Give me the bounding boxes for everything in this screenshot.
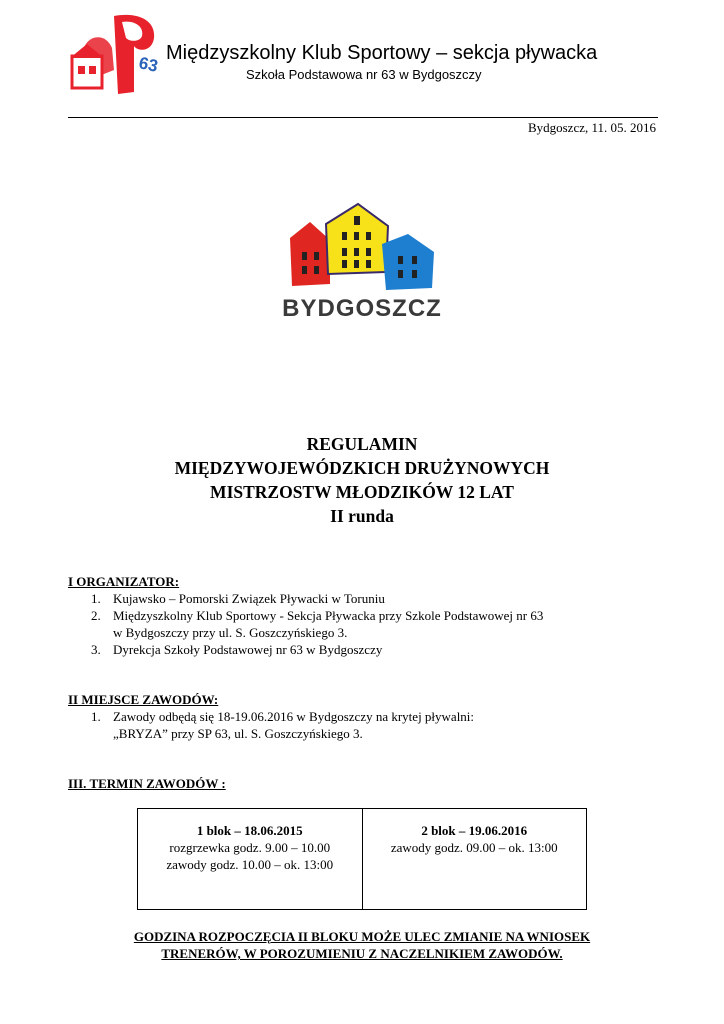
organizer-item-3 bbox=[91, 642, 382, 658]
title-line-2: MIĘDZYWOJEWÓDZKICH DRUŻYNOWYCH bbox=[174, 458, 550, 478]
notice-line-2: TRENERÓW, W POROZUMIENIU Z NACZELNIKIEM ZAWODÓW. bbox=[161, 946, 563, 961]
list-text: Zawody odbędą się 18-19.06.2016 w Bydgoszczy na krytej pływalni: bbox=[113, 709, 475, 724]
schedule-block-2-head: 2 blok – 19.06.2016 bbox=[421, 823, 528, 838]
list-number: 1. bbox=[91, 709, 101, 724]
list-number: 1. bbox=[91, 591, 101, 606]
list-text: Kujawsko – Pomorski Związek Pływacki w Toruniu bbox=[113, 591, 385, 606]
club-name: Międzyszkolny Klub Sportowy – sekcja pływacka bbox=[166, 42, 598, 64]
list-text: Dyrekcja Szkoły Podstawowej nr 63 w Bydgoszczy bbox=[113, 642, 383, 657]
venue-item-1 bbox=[91, 709, 474, 725]
title-line-4: II runda bbox=[330, 506, 394, 526]
title-line-1: REGULAMIN bbox=[306, 434, 418, 454]
title-line-3: MISTRZOSTW MŁODZIKÓW 12 LAT bbox=[210, 482, 514, 502]
schedule-block-1-line-1: rozgrzewka godz. 9.00 – 10.00 bbox=[169, 840, 331, 855]
header-divider bbox=[68, 117, 658, 118]
schedule-block-1-line-2: zawody godz. 10.00 – ok. 13:00 bbox=[166, 857, 334, 872]
schedule-block-2-line-1: zawody godz. 09.00 – ok. 13:00 bbox=[390, 840, 558, 855]
club-logo-text: 63 bbox=[137, 53, 160, 76]
bydgoszcz-logo bbox=[262, 200, 462, 330]
list-number: 3. bbox=[91, 642, 101, 657]
schedule-block-2 bbox=[362, 809, 587, 909]
schedule-block-1 bbox=[138, 809, 362, 909]
organizer-item-1 bbox=[91, 591, 385, 607]
list-text: Międzyszkolny Klub Sportowy - Sekcja Pływacka przy Szkole Podstawowej nr 63 bbox=[113, 608, 544, 623]
list-number: 2. bbox=[91, 608, 101, 623]
venue-item-1-cont: „BRYZA” przy SP 63, ul. S. Goszczyńskiego 3. bbox=[113, 726, 363, 741]
schedule-block-1-head: 1 blok – 18.06.2015 bbox=[196, 823, 303, 838]
bydgoszcz-logo-text: BYDGOSZCZ bbox=[282, 295, 442, 322]
school-name: Szkoła Podstawowa nr 63 w Bydgoszczy bbox=[246, 67, 482, 82]
club-logo bbox=[64, 8, 166, 98]
organizer-item-2 bbox=[91, 608, 543, 624]
schedule-notice bbox=[0, 928, 724, 962]
schedule-heading: III. TERMIN ZAWODÓW : bbox=[68, 776, 226, 791]
notice-line-1: GODZINA ROZPOCZĘCIA II BLOKU MOŻE ULEC ZMIANIE NA WNIOSEK bbox=[133, 929, 591, 944]
organizer-item-2-cont: w Bydgoszczy przy ul. S. Goszczyńskiego 3. bbox=[113, 625, 348, 640]
schedule-table bbox=[137, 808, 587, 910]
document-date: Bydgoszcz, 11. 05. 2016 bbox=[527, 120, 656, 135]
organizer-heading: I ORGANIZATOR: bbox=[68, 574, 180, 589]
venue-heading: II MIEJSCE ZAWODÓW: bbox=[68, 692, 219, 707]
